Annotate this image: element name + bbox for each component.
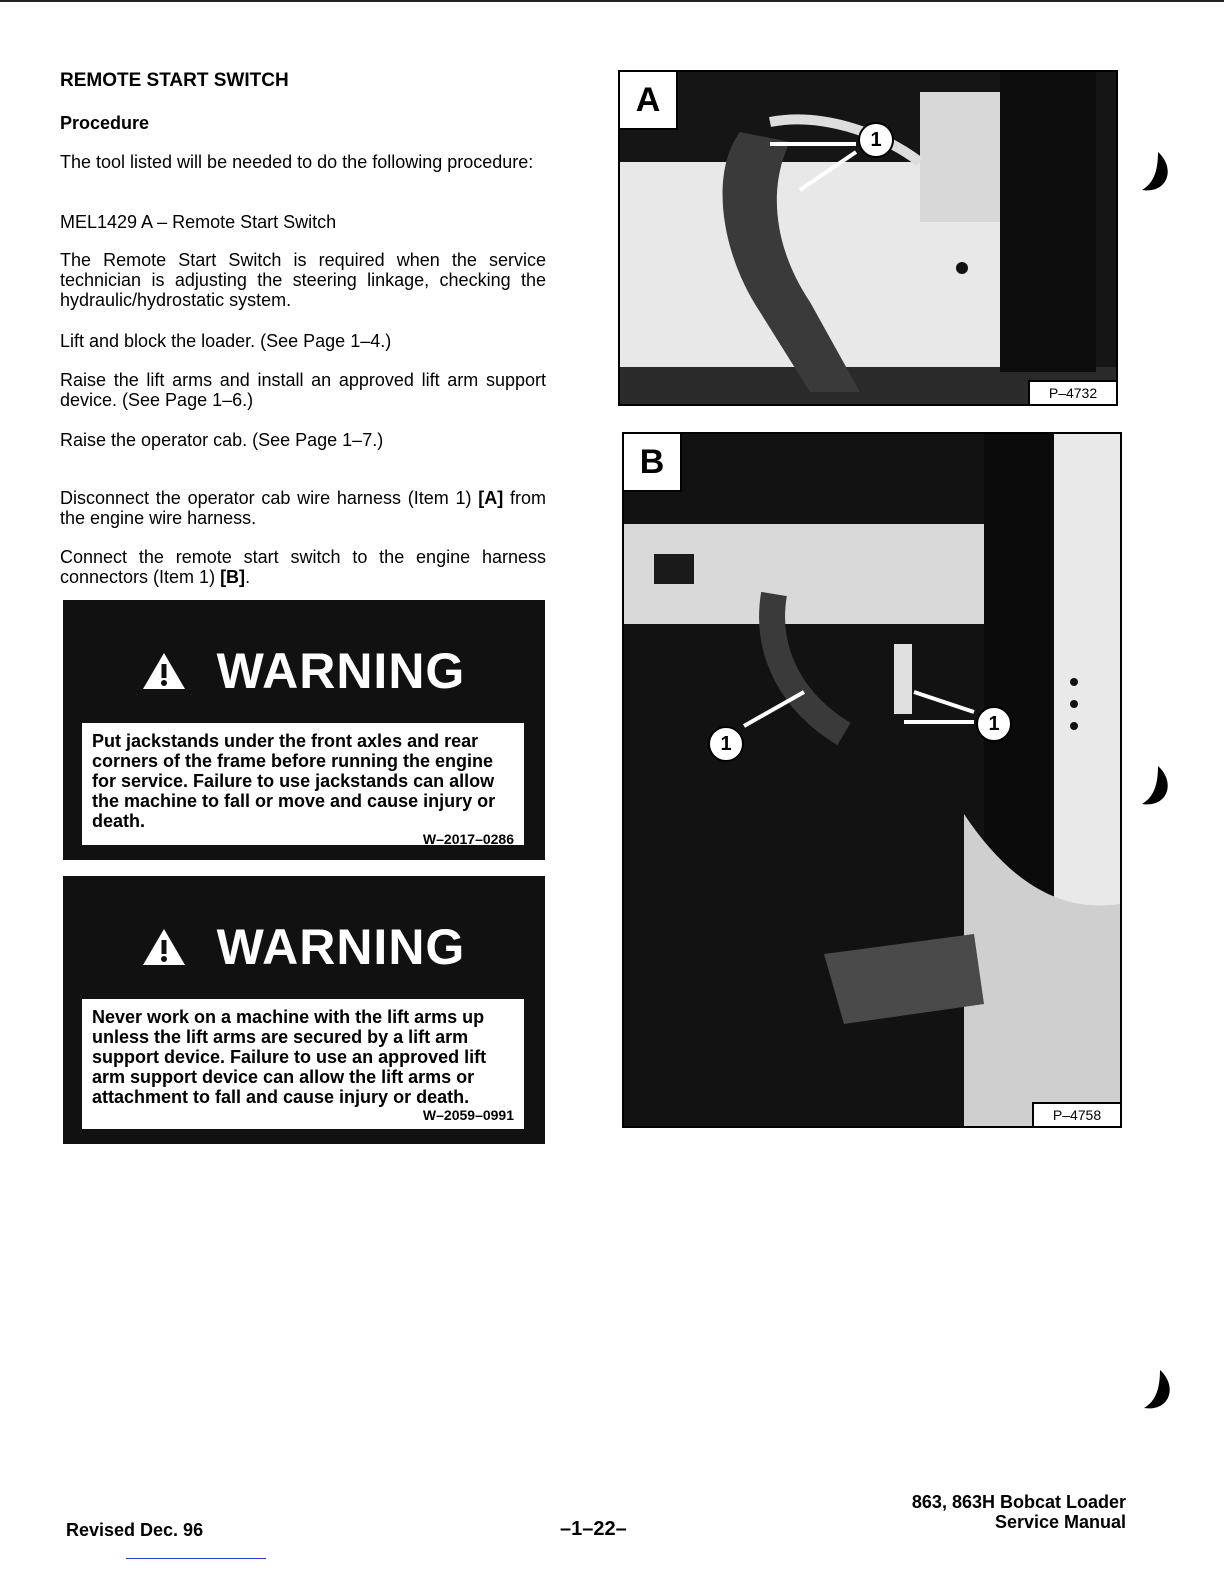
photo-code: P–4732 bbox=[1028, 380, 1116, 404]
paragraph-tool-name: MEL1429 A – Remote Start Switch bbox=[60, 212, 337, 232]
photo-code: P–4758 bbox=[1032, 1102, 1120, 1126]
top-rule bbox=[0, 0, 1224, 2]
warning-triangle-icon bbox=[141, 927, 187, 967]
photo-label: B bbox=[624, 434, 682, 492]
warning-header bbox=[82, 895, 524, 999]
subsection-title: Procedure bbox=[60, 113, 150, 133]
warning-header bbox=[82, 619, 524, 723]
warning-box-lift-arms bbox=[63, 876, 545, 1144]
photo-a-image bbox=[620, 72, 1116, 404]
figure-ref-a: [A] bbox=[478, 488, 504, 508]
binder-mark-icon bbox=[1130, 1366, 1176, 1414]
warning-code: W–2017–0286 bbox=[422, 831, 514, 847]
paragraph-raise-cab: Raise the operator cab. (See Page 1–7.) bbox=[60, 430, 384, 450]
warning-text: Put jackstands under the front axles and rear corners of the frame before running the engine for service. Failure to use jackstands can allow the machine to fall or move and cause injury or death. bbox=[92, 731, 496, 831]
paragraph-tool-needed: The tool listed will be needed to do the following procedure: bbox=[60, 152, 534, 172]
callout-1-right: 1 bbox=[976, 706, 1012, 742]
paragraph-purpose: The Remote Start Switch is required when the service technician is adjusting the steering linkage, checking the hydraulic/hydrostatic system. bbox=[60, 250, 546, 310]
warning-triangle-icon bbox=[141, 651, 187, 691]
warning-heading: WARNING bbox=[216, 643, 466, 699]
binder-mark-icon bbox=[1128, 148, 1174, 196]
photo-b-image bbox=[624, 434, 1120, 1126]
callout-1-left: 1 bbox=[708, 726, 744, 762]
footer-manual-title: 863, 863H Bobcat Loader Service Manual bbox=[911, 1492, 1126, 1532]
section-title: REMOTE START SWITCH bbox=[60, 70, 289, 91]
paragraph-lift-block: Lift and block the loader. (See Page 1–4.) bbox=[60, 331, 392, 351]
figure-ref-b: [B] bbox=[220, 567, 246, 587]
warning-heading: WARNING bbox=[216, 919, 466, 975]
photo-b bbox=[622, 432, 1122, 1128]
binder-mark-icon bbox=[1128, 762, 1174, 810]
footer-rule bbox=[126, 1558, 266, 1559]
footer-revision: Revised Dec. 96 bbox=[66, 1520, 204, 1540]
warning-code: W–2059–0991 bbox=[422, 1107, 514, 1123]
callout-1: 1 bbox=[858, 122, 894, 158]
page-number: –1–22– bbox=[560, 1518, 627, 1540]
paragraph-raise-lift-arms: Raise the lift arms and install an approved lift arm support device. (See Page 1–6.) bbox=[60, 370, 546, 410]
paragraph-disconnect: Disconnect the operator cab wire harness (Item 1) [A] from the engine wire harness. bbox=[60, 488, 546, 528]
warning-box-jackstands bbox=[63, 600, 545, 860]
paragraph-connect: Connect the remote start switch to the engine harness connectors (Item 1) [B]. bbox=[60, 547, 546, 587]
photo-label: A bbox=[620, 72, 678, 130]
photo-a bbox=[618, 70, 1118, 406]
warning-text: Never work on a machine with the lift arms up unless the lift arms are secured by a lift arm support device. Failure to use an approved lift arm support device can allow the lift arms or attachment to fall and cause injury or death. bbox=[92, 1007, 487, 1107]
